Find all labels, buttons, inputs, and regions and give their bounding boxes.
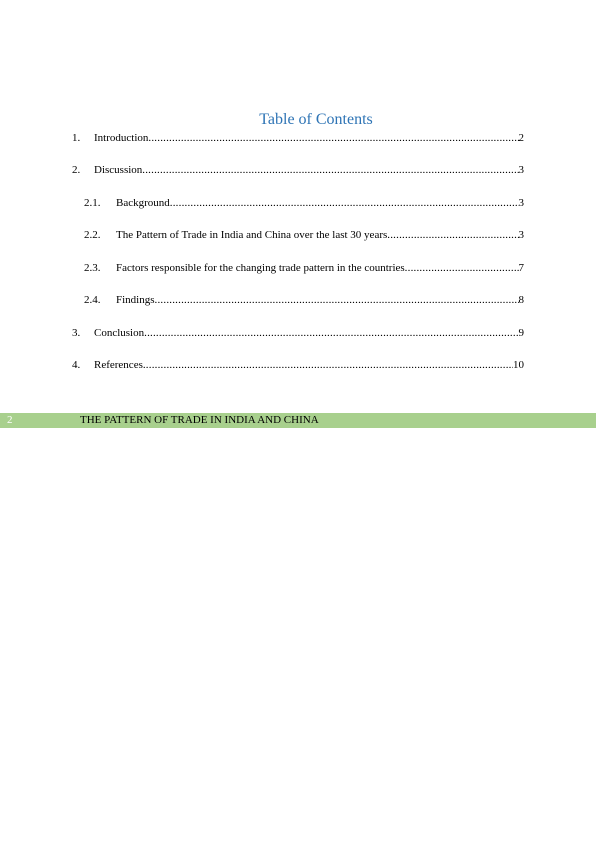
toc-entry-label: Conclusion [94, 327, 145, 339]
toc-entry-number: 2.1. [84, 197, 101, 209]
toc-dot-leader [148, 130, 518, 146]
toc-entry-label: Findings [116, 294, 155, 306]
toc-entry-label: Discussion [94, 164, 143, 176]
toc-entry-page: 2 [518, 132, 524, 144]
toc-entry-number: 2.4. [84, 294, 101, 306]
toc-dot-leader [155, 292, 519, 308]
toc-dot-leader [142, 162, 518, 178]
toc-entry-number: 2. [72, 164, 81, 176]
toc-entry-page: 10 [513, 359, 524, 371]
toc-entry-page: 3 [518, 229, 524, 241]
running-title: THE PATTERN OF TRADE IN INDIA AND CHINA [80, 414, 319, 426]
toc-entry-page: 3 [518, 197, 524, 209]
toc-entry-introduction[interactable] [72, 130, 524, 146]
toc-entry-factors[interactable] [84, 260, 524, 276]
page-footer-bar [0, 413, 596, 428]
page-number: 2 [7, 414, 13, 426]
toc-entry-background[interactable] [84, 195, 524, 211]
toc-entry-number: 2.3. [84, 262, 101, 274]
toc-entry-page: 8 [518, 294, 524, 306]
toc-entry-number: 3. [72, 327, 81, 339]
toc-entry-page: 7 [518, 262, 524, 274]
toc-entry-number: 2.2. [84, 229, 101, 241]
toc-entry-findings[interactable] [84, 292, 524, 308]
toc-dot-leader [405, 260, 519, 276]
toc-entry-trade-pattern[interactable] [84, 227, 524, 243]
toc-dot-leader [143, 357, 513, 373]
toc-entry-page: 3 [518, 164, 524, 176]
toc-dot-leader [387, 227, 518, 243]
toc-entry-label: Introduction [94, 132, 149, 144]
toc-entry-label: Factors responsible for the changing trade pattern in the countries [116, 262, 405, 274]
toc-dot-leader [144, 325, 518, 341]
toc-entry-discussion[interactable] [72, 162, 524, 178]
toc-entry-page: 9 [518, 327, 524, 339]
toc-entry-label: References [94, 359, 143, 371]
toc-entry-label: Background [116, 197, 170, 209]
toc-dot-leader [170, 195, 519, 211]
toc-heading: Table of Contents [259, 111, 373, 128]
toc-entry-number: 4. [72, 359, 81, 371]
toc-entry-label: The Pattern of Trade in India and China over the last 30 years [116, 229, 388, 241]
toc-entry-conclusion[interactable] [72, 325, 524, 341]
toc-entry-references[interactable] [72, 357, 524, 373]
toc-entry-number: 1. [72, 132, 81, 144]
